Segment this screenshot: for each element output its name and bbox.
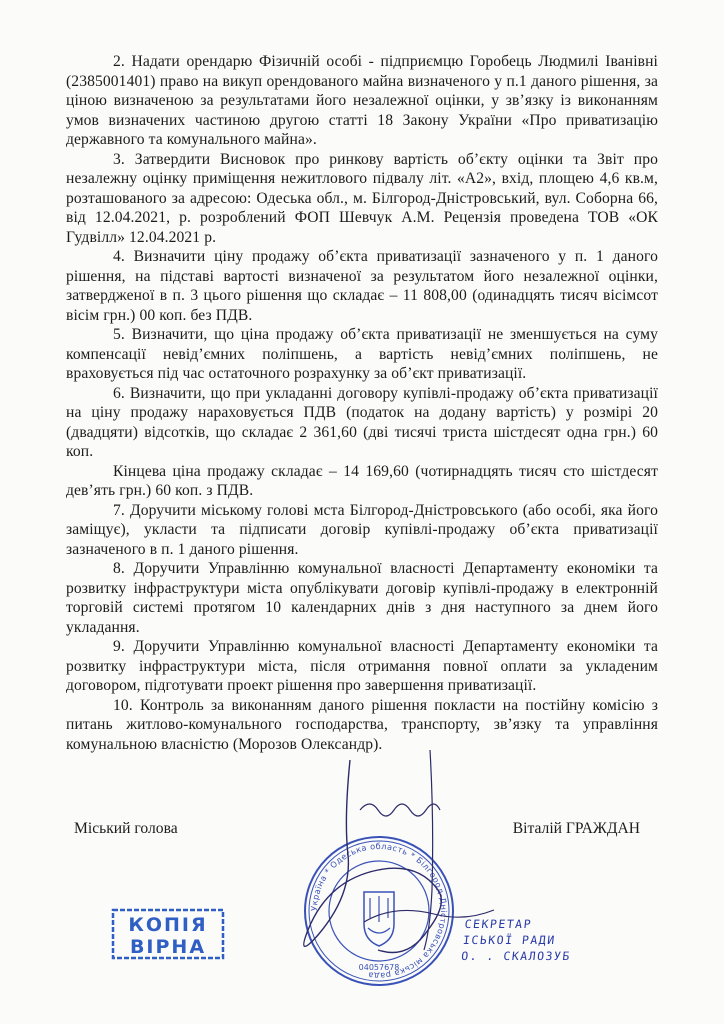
seal-icon	[300, 832, 458, 990]
paragraph-7: 7. Доручити міському голові мста Білгород-Дністровського (або особі, яка його заміщує), укласти та підписати договір купівлі-продажу об’єкта приватизації зазначеного в п. 1 даного рішення.	[66, 501, 658, 558]
final-price-paragraph: Кінцева ціна продажу складає – 14 169,60 (чотирнадцять тисяч сто шістдесят дев’ять грн.) 60 коп. з ПДВ.	[66, 462, 658, 499]
paragraph-8: 8. Доручити Управлінню комунальної власності Департаменту економіки та розвитку інфраструктури міста опублікувати договір купівлі-продажу в електронній торговій системі протягом 10 календарних днів з дня наступного за днем його укладання.	[66, 560, 658, 636]
paragraph-10: 10. Контроль за виконанням даного рішення покласти на постійну комісію з питань житлово-комунального господарства, транспорту, зв’язку та управління комунальною власністю (Морозов Олександр).	[66, 696, 658, 753]
signer-position: Міський голова	[74, 820, 178, 837]
document-body	[66, 52, 658, 754]
paragraph-5: 5. Визначити, що ціна продажу об’єкта приватизації не зменшується на суму компенсації невід’ємних поліпшень, а вартість невід’ємних поліпшень, не враховується під час остаточного розрахунку за об’єкт приватизації.	[66, 326, 658, 382]
seal-text: Україна * Одеська область * Білгород-Дністровська міська рада	[308, 840, 450, 982]
secretary-stamp-line2: ІСЬКОЇ РАДИ	[462, 933, 557, 947]
signer-name: Віталій ГРАЖДАН	[512, 820, 640, 837]
secretary-stamp-line3: О. . СКАЛОЗУБ	[460, 949, 572, 963]
paragraph-2: 2. Надати орендарю Фізичній особі - підприємцю Горобець Людмилі Іванівні (2385001401) право на викуп орендованого майна визначеного у п.1 даного рішення, за ціною визначеною за результатами його незалежної оцінки, у зв’язку із виконанням умов визначених частиною другою статті 18 Закону України «Про приватизацію державного та комунального майна».	[66, 53, 658, 148]
paragraph-4: 4. Визначити ціну продажу об’єкта приватизації зазначеного у п. 1 даного рішення, на підставі вартості визначеної за результатом його незалежної оцінки, затвердженої в п. 3 цього рішення що складає – 11 808,00 (одинадцять тисяч вісімсот вісім грн.) 00 коп. без ПДВ.	[66, 248, 658, 324]
paragraph-6: 6. Визначити, що при укладанні договору купівлі-продажу об’єкта приватизації на ціну продажу нараховується ПДВ (податок на додану вартість) у розмірі 20 (двадцяти) відсотків, що складає 2 361,60 (дві тисячі триста шістдесят одна грн.) 60 коп.	[66, 384, 658, 460]
copy-stamp-line1: КОПІЯ	[128, 914, 208, 936]
copy-stamp-icon	[111, 908, 225, 960]
paragraph-3: 3. Затвердити Висновок про ринкову вартість об’єкту оцінки та Звіт про незалежну оцінку приміщення нежитлового підвалу літ. «А2», вхід, площею 4,6 кв.м, розташованого за адресою: Одеська обл., м. Білгород-Дністровський, вул. Соборна 66, від 12.04.2021, р. розроблений ФОП Шевчук А.М. Рецензія проведена ТОВ «ОК Гудвілл» 12.04.2021 р.	[66, 150, 658, 246]
paragraph-9: 9. Доручити Управлінню комунальної власності Департаменту економіки та розвитку інфраструктури міста, після отримання повної оплати за укладеним договором, підготувати проект рішення про завершення приватизації.	[66, 638, 658, 694]
secretary-stamp-line1: СЕКРЕТАР	[463, 917, 533, 931]
seal-code: 04057678	[358, 963, 400, 972]
copy-stamp-line2: ВІРНА	[129, 936, 207, 958]
secretary-stamp	[460, 916, 575, 964]
